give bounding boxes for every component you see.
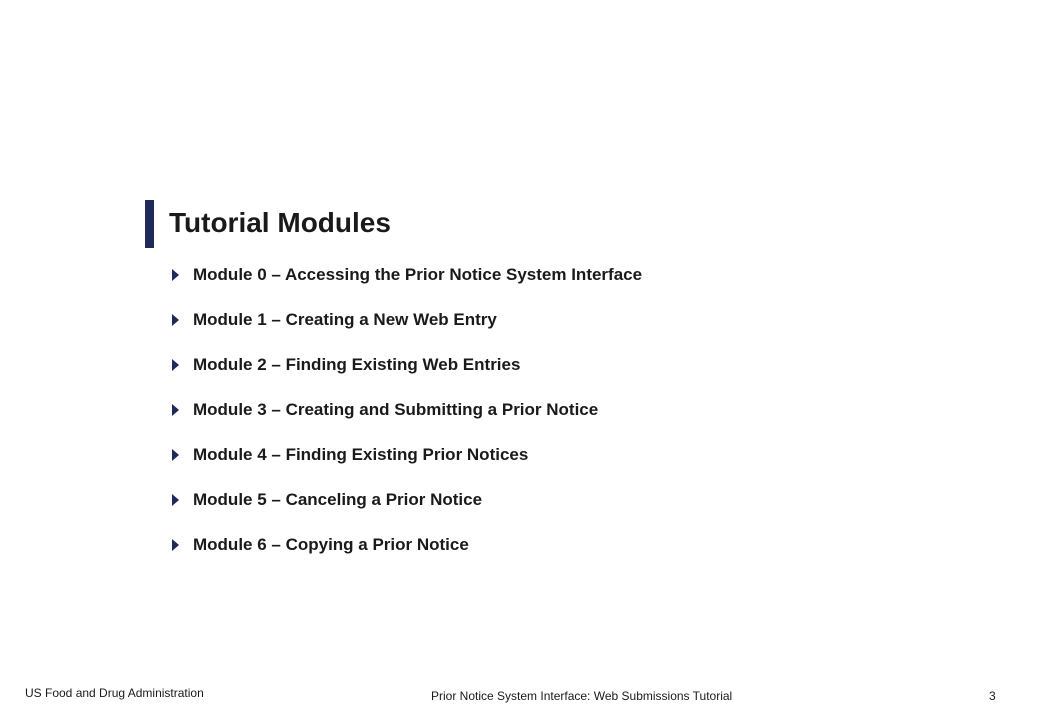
module-label: Module 4 – Finding Existing Prior Notices <box>193 445 529 464</box>
module-item <box>172 264 642 309</box>
module-list <box>172 264 642 579</box>
triangle-right-icon <box>172 539 179 551</box>
title-accent-bar <box>145 200 154 248</box>
triangle-right-icon <box>172 359 179 371</box>
module-label: Module 0 – Accessing the Prior Notice System Interface <box>193 265 643 284</box>
footer-document-title: Prior Notice System Interface: Web Submissions Tutorial <box>431 689 733 703</box>
module-item <box>172 444 642 489</box>
module-item <box>172 399 642 444</box>
slide-title: Tutorial Modules <box>169 207 391 238</box>
page-number: 3 <box>989 689 996 703</box>
footer-organization: US Food and Drug Administration <box>25 686 204 700</box>
module-label: Module 5 – Canceling a Prior Notice <box>193 490 483 509</box>
module-label: Module 1 – Creating a New Web Entry <box>193 310 497 329</box>
triangle-right-icon <box>172 494 179 506</box>
triangle-right-icon <box>172 449 179 461</box>
triangle-right-icon <box>172 404 179 416</box>
triangle-right-icon <box>172 314 179 326</box>
module-item <box>172 354 642 399</box>
module-label: Module 2 – Finding Existing Web Entries <box>193 355 521 374</box>
module-label: Module 3 – Creating and Submitting a Prior Notice <box>193 400 599 419</box>
module-item <box>172 489 642 534</box>
module-item <box>172 309 642 354</box>
triangle-right-icon <box>172 269 179 281</box>
module-label: Module 6 – Copying a Prior Notice <box>193 535 469 554</box>
module-item <box>172 534 642 579</box>
